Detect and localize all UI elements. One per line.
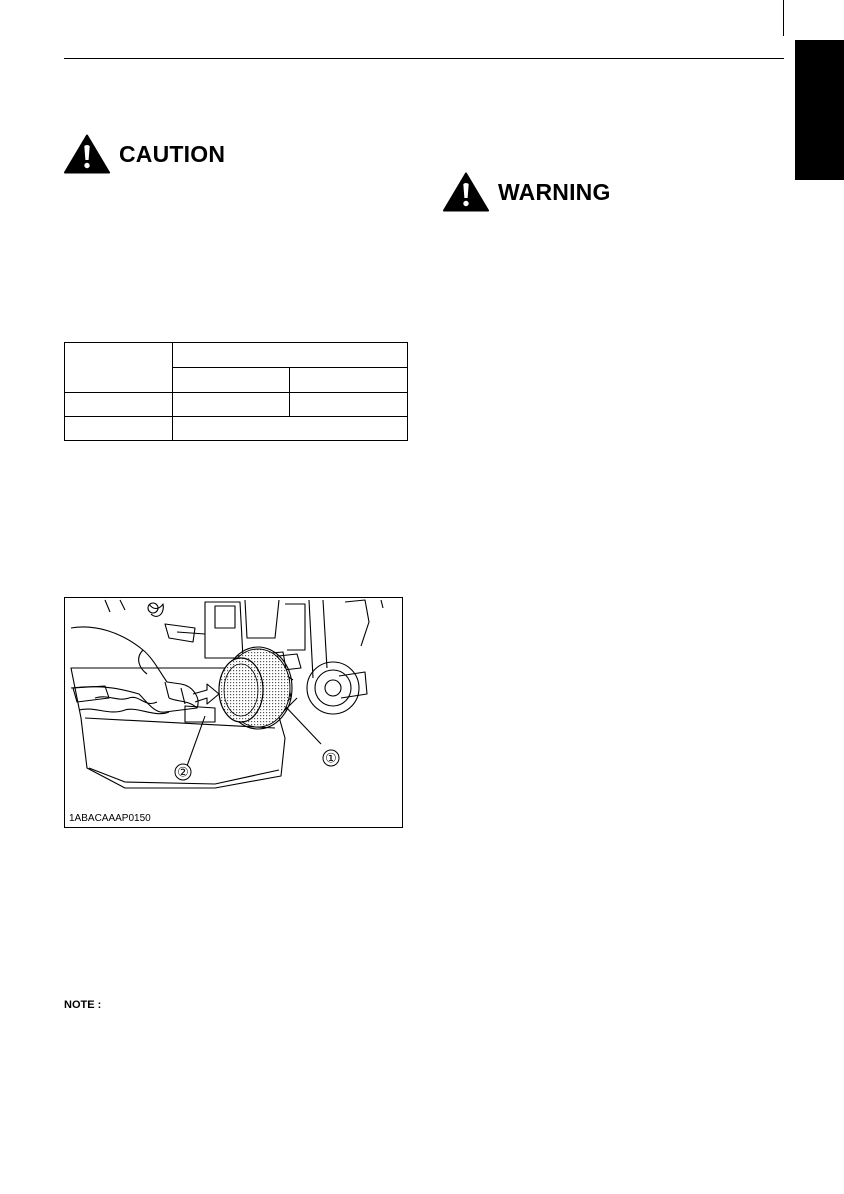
engine-oil-filter-illustration [65, 598, 403, 828]
caution-label: CAUTION [119, 141, 226, 167]
table-cell [173, 368, 290, 393]
note-label: NOTE : [64, 999, 102, 1011]
table-row [65, 343, 408, 368]
callout-2: ② [177, 765, 189, 781]
table-cell [173, 393, 290, 417]
spec-table [64, 342, 408, 441]
warning-heading [443, 172, 611, 212]
table-row [65, 417, 408, 441]
page-corner-rule [783, 0, 784, 36]
table-cell [173, 417, 408, 441]
table-cell [290, 393, 408, 417]
table-cell [65, 393, 173, 417]
warning-label: WARNING [498, 179, 611, 205]
table-row [65, 393, 408, 417]
oil-filter-figure [64, 597, 403, 828]
header-rule [64, 58, 784, 59]
section-tab [795, 40, 844, 180]
table-cell [65, 343, 173, 393]
table-cell [65, 417, 173, 441]
figure-code: 1ABACAAAP0150 [69, 813, 151, 824]
hazard-triangle-icon [64, 134, 110, 174]
table-cell [173, 343, 408, 368]
caution-heading [64, 134, 225, 174]
hazard-triangle-icon [443, 172, 489, 212]
table-cell [290, 368, 408, 393]
callout-1: ① [325, 751, 337, 767]
